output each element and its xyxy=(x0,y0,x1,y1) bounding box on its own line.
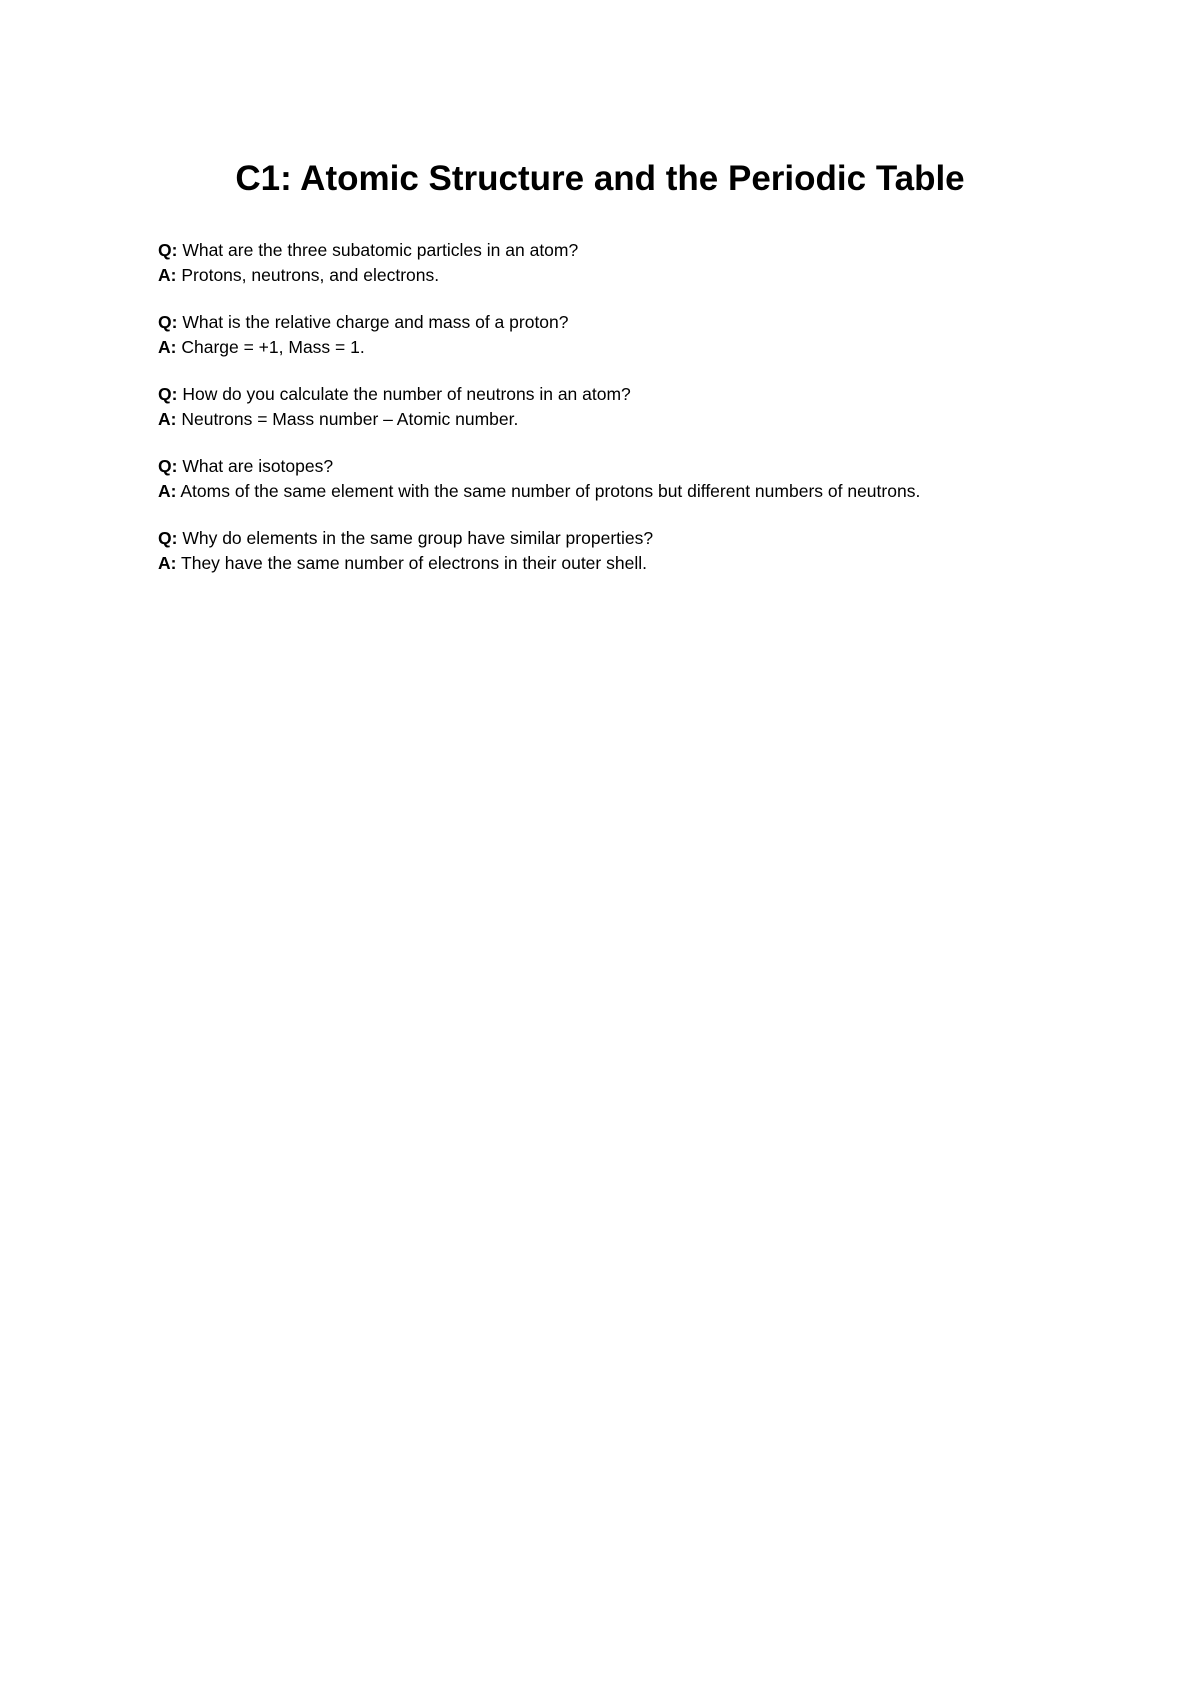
question-line xyxy=(158,526,1098,551)
answer-text: Neutrons = Mass number – Atomic number. xyxy=(181,409,519,429)
answer-text: Charge = +1, Mass = 1. xyxy=(181,337,365,357)
qa-item xyxy=(158,454,1098,504)
answer-line xyxy=(158,407,1098,432)
qa-list xyxy=(158,238,1098,598)
question-prefix: Q: xyxy=(158,456,178,476)
qa-item xyxy=(158,526,1098,576)
question-prefix: Q: xyxy=(158,528,178,548)
answer-prefix: A: xyxy=(158,337,177,357)
answer-prefix: A: xyxy=(158,481,177,501)
question-text: What are the three subatomic particles in an atom? xyxy=(182,240,579,260)
question-text: Why do elements in the same group have similar properties? xyxy=(182,528,654,548)
page-title: C1: Atomic Structure and the Periodic Table xyxy=(235,159,965,198)
answer-line xyxy=(158,551,1098,576)
answer-line xyxy=(158,479,1098,504)
question-text: What are isotopes? xyxy=(182,456,334,476)
answer-prefix: A: xyxy=(158,553,177,573)
qa-item xyxy=(158,310,1098,360)
question-text: What is the relative charge and mass of a proton? xyxy=(182,312,569,332)
answer-prefix: A: xyxy=(158,409,177,429)
question-prefix: Q: xyxy=(158,240,178,260)
answer-line xyxy=(158,335,1098,360)
answer-prefix: A: xyxy=(158,265,177,285)
answer-line xyxy=(158,263,1098,288)
question-line xyxy=(158,238,1098,263)
question-line xyxy=(158,454,1098,479)
question-line xyxy=(158,310,1098,335)
answer-text: They have the same number of electrons in their outer shell. xyxy=(181,553,647,573)
qa-item xyxy=(158,382,1098,432)
question-prefix: Q: xyxy=(158,312,178,332)
answer-text: Protons, neutrons, and electrons. xyxy=(181,265,440,285)
question-line xyxy=(158,382,1098,407)
answer-text: Atoms of the same element with the same number of protons but different numbers of neutrons. xyxy=(180,481,921,501)
question-text: How do you calculate the number of neutrons in an atom? xyxy=(182,384,631,404)
question-prefix: Q: xyxy=(158,384,178,404)
qa-item xyxy=(158,238,1098,288)
